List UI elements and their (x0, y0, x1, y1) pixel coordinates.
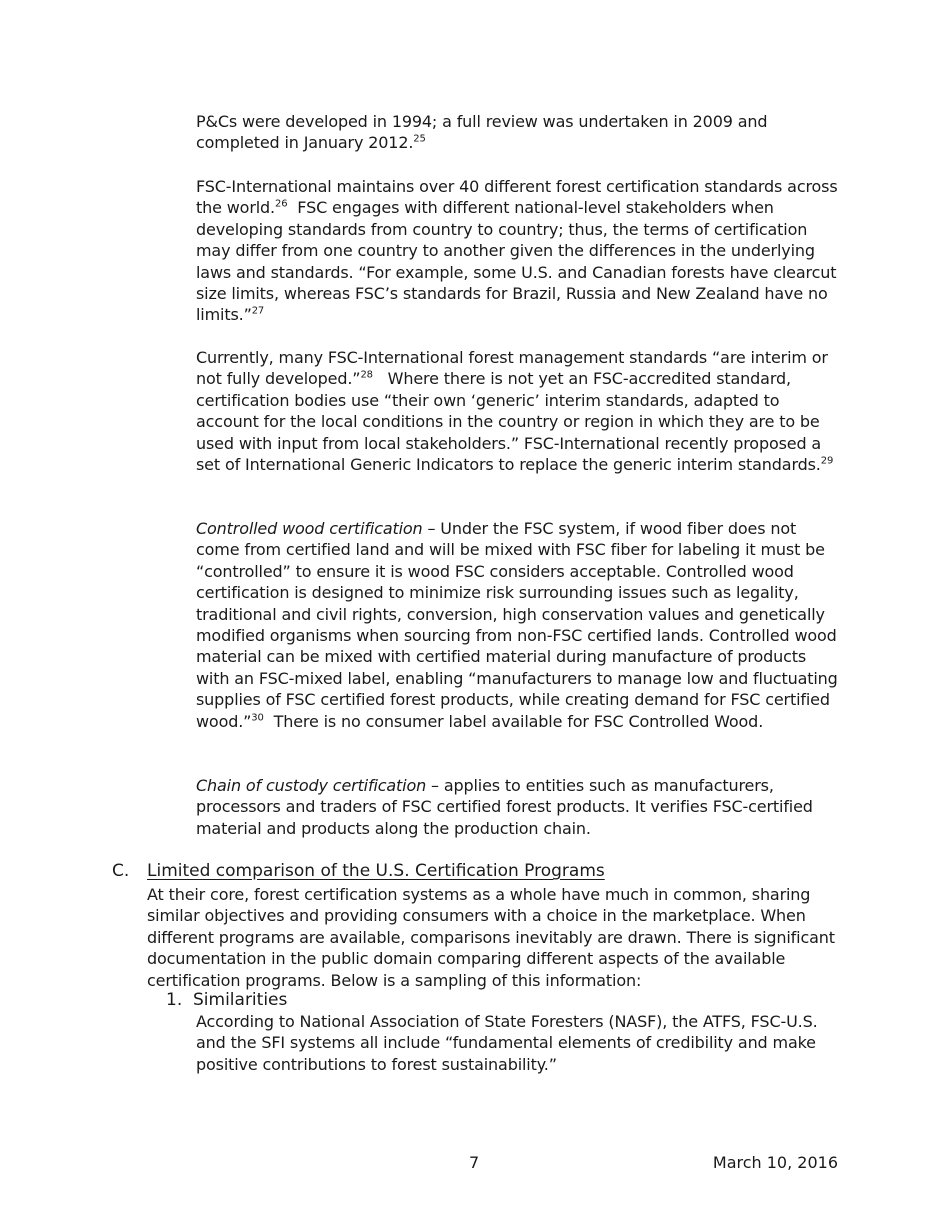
paragraph-pc-history (196, 111, 842, 154)
paragraph-chain-of-custody (196, 775, 842, 839)
footnote-ref-26[interactable]: 26 (275, 199, 288, 211)
footer-date: March 10, 2016 (712, 1153, 838, 1172)
subsection-number: 1. (166, 990, 183, 1010)
subsection-title: Similarities (193, 990, 288, 1010)
section-letter: C. (112, 861, 130, 881)
paragraph-lead-term: Chain of custody certification (196, 776, 427, 795)
subsection-body (196, 1011, 842, 1075)
paragraph-text: – Under the FSC system, if wood fiber does not come from certified land and will be mixed with FSC fiber for labeling it must be “controlled” to ensure it is wood FSC considers acceptable. Controlled wood certification is designed to minimize risk surrounding issues such as legality, traditional and civil rights, conversion, high conservation values and genetically modified organisms when sourcing from non-FSC certified lands. Controlled wood material can be mixed with certified material during manufacture of products with an FSC-mixed label, enabling “manufacturers to manage low and fluctuating supplies of FSC certified forest products, while creating demand for FSC certified wood.” (196, 519, 838, 731)
paragraph-text: FSC engages with different national-level stakeholders when developing standards from country to country; thus, the terms of certification may differ from one country to another given the differences in the underlying laws and standards. “For example, some U.S. and Canadian forests have clearcut size limits, whereas FSC’s standards for Brazil, Russia and New Zealand have no limits.” (196, 198, 842, 325)
section-heading (112, 860, 852, 882)
subsection-similarities (166, 989, 846, 1074)
section-c (112, 860, 852, 990)
paragraph-text: FSC-International maintains over 40 different forest certification standards across the world. (196, 177, 838, 218)
paragraph-interim-standards (196, 347, 842, 475)
paragraph-text: Where there is not yet an FSC-accredited standard, certification bodies use “their own ‘generic’ interim standards, adapted to account for the local conditions in the country or region in which they are to be used with input from local stakeholders.” FSC-International recently proposed a set of International Generic Indicators to replace the generic interim standards. (196, 369, 827, 475)
footnote-ref-28[interactable]: 28 (360, 370, 373, 382)
paragraph-text: There is no consumer label available for FSC Controlled Wood. (263, 711, 764, 731)
subsection-heading (166, 989, 846, 1011)
paragraph-controlled-wood (196, 518, 842, 732)
subsection-paragraph: According to National Association of State Foresters (NASF), the ATFS, FSC-U.S. and the SFI systems all include “fundamental elements of credibility and make positive contributions to forest sustainability.” (196, 1012, 818, 1074)
section-paragraph: At their core, forest certification systems as a whole have much in common, sharing similar objectives and providing consumers with a choice in the marketplace. When different programs are available, comparisons inevitably are drawn. There is significant documentation in the public domain comparing different aspects of the available certification programs. Below is a sampling of this information: (147, 885, 835, 990)
footnote-ref-30[interactable]: 30 (251, 712, 264, 724)
paragraph-lead-term: Controlled wood certification (196, 519, 423, 538)
footnote-ref-29[interactable]: 29 (820, 455, 834, 467)
paragraph-text: Currently, many FSC-International forest management standards “are interim or not fully developed.” (196, 348, 828, 389)
footnote-ref-27[interactable]: 27 (251, 306, 265, 318)
paragraph-text: P&Cs were developed in 1994; a full review was undertaken in 2009 and completed in January 2012. (196, 112, 768, 153)
section-body (147, 884, 842, 991)
footnote-ref-25[interactable]: 25 (413, 134, 426, 146)
section-title: Limited comparison of the U.S. Certification Programs (147, 861, 605, 881)
paragraph-text: – applies to entities such as manufacturers, processors and traders of FSC certified forest products. It verifies FSC-certified material and products along the production chain. (196, 776, 813, 838)
paragraph-fsc-standards (196, 176, 842, 326)
page-number: 7 (469, 1153, 480, 1172)
